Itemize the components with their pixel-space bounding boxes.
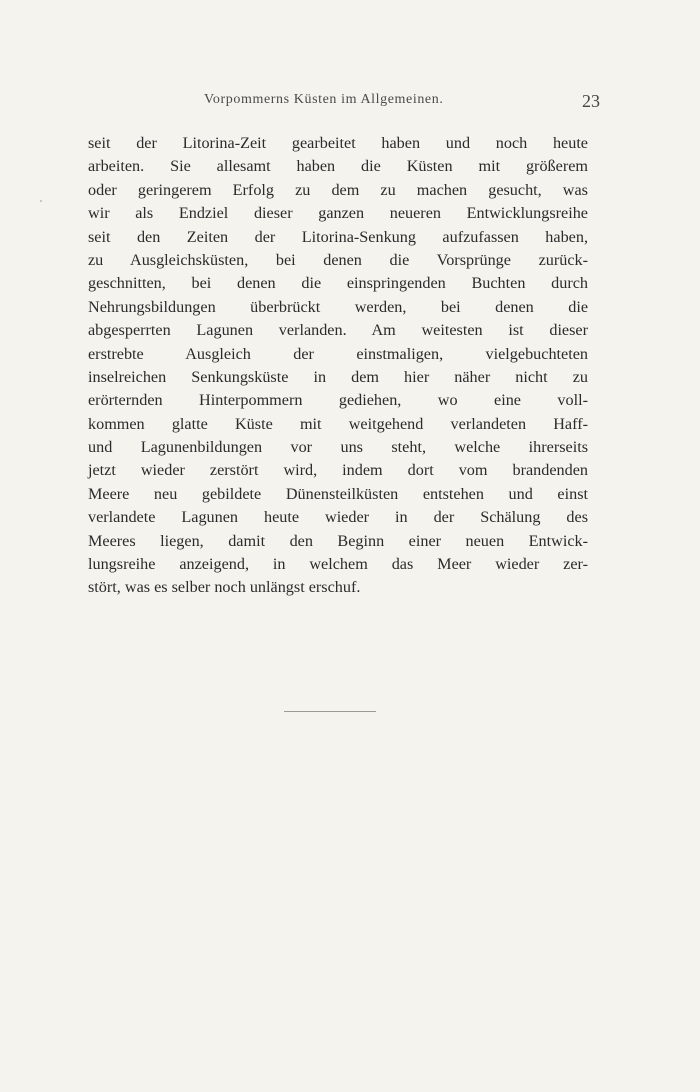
text-line-last: stört, was es selber noch unlängst erschuf. — [88, 578, 361, 597]
text-line: wir als Endziel dieser ganzen neueren Entwicklungsreihe — [88, 204, 588, 223]
text-line: abgesperrten Lagunen verlanden. Am weitesten ist dieser — [88, 321, 588, 340]
text-line: Meere neu gebildete Dünensteilküsten entstehen und einst — [88, 484, 588, 503]
text-line: seit den Zeiten der Litorina-Senkung aufzufassen haben, — [88, 227, 588, 246]
text-line: verlandete Lagunen heute wieder in der Schälung des — [88, 508, 588, 527]
text-line: Nehrungsbildungen überbrückt werden, bei denen die — [88, 297, 588, 316]
text-line: oder geringerem Erfolg zu dem zu machen gesucht, was — [88, 180, 588, 199]
text-line: jetzt wieder zerstört wird, indem dort vom brandenden — [88, 461, 588, 480]
text-line: geschnitten, bei denen die einspringenden Buchten durch — [88, 274, 588, 293]
text-line: erörternden Hinterpommern gediehen, wo eine voll- — [88, 391, 588, 410]
section-end-rule — [284, 711, 376, 712]
text-line: Meeres liegen, damit den Beginn einer neuen Entwick- — [88, 531, 588, 550]
text-line: seit der Litorina-Zeit gearbeitet haben und noch heute — [88, 134, 588, 152]
text-line: zu Ausgleichsküsten, bei denen die Vorsprünge zurück- — [88, 250, 588, 269]
text-line: lungsreihe anzeigend, in welchem das Meer wieder zer- — [88, 555, 588, 574]
running-head — [88, 92, 600, 114]
body-paragraph — [88, 132, 588, 600]
running-head-title: Vorpommerns Küsten im Allgemeinen. — [204, 92, 444, 107]
text-line: arbeiten. Sie allesamt haben die Küsten mit größerem — [88, 157, 588, 176]
text-line: erstrebte Ausgleich der einstmaligen, vielgebuchteten — [88, 344, 588, 363]
text-line: kommen glatte Küste mit weitgehend verlandeten Haff- — [88, 414, 588, 433]
text-line: und Lagunenbildungen vor uns steht, welche ihrerseits — [88, 438, 588, 457]
page-number: 23 — [582, 91, 600, 111]
paper-speck — [40, 200, 42, 202]
text-line: inselreichen Senkungsküste in dem hier näher nicht zu — [88, 367, 588, 386]
